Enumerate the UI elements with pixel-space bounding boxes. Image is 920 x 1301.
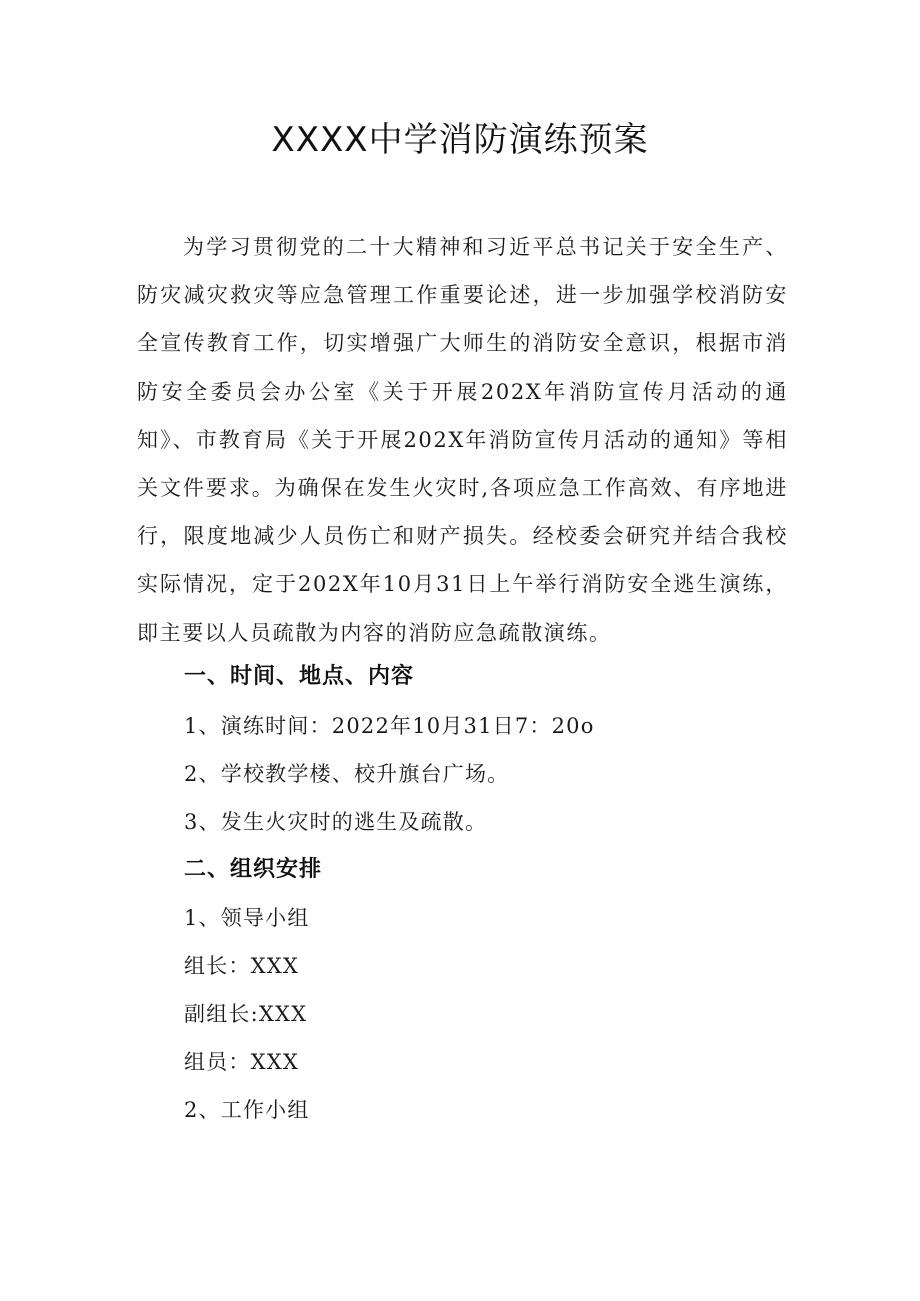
intro-paragraph: 为学习贯彻党的二十大精神和习近平总书记关于安全生产、防灾减灾救灾等应急管理工作重要论述，进一步加强学校消防安全宣传教育工作，切实增强广大师生的消防安全意识，根据市消防安全委员会办公室《关于开展202X年消防宣传月活动的通知》、市教育局《关于开展202X年消防宣传月活动的通知》等相关文件要求。为确保在发生火灾时,各项应急工作高效、有序地进行，限度地减少人员伤亡和财产损失。经校委会研究并结合我校实际情况，定于202X年10月31日上午举行消防安全逃生演练，即主要以人员疏散为内容的消防应急疏散演练。	[137, 235, 788, 645]
list-item-working-group: 2、工作小组	[184, 1098, 310, 1122]
list-item-drill-time: 1、演练时间：2022年10月31日7：20o	[184, 714, 595, 738]
document-title: XXXX中学消防演练预案	[271, 120, 649, 160]
list-item-drill-location: 2、学校教学楼、校升旗台广场。	[184, 762, 510, 786]
list-item-group-leader: 组长：XXX	[184, 954, 300, 978]
list-item-group-members: 组员：XXX	[184, 1050, 300, 1074]
list-item-deputy-leader: 副组长:XXX	[184, 1002, 308, 1026]
list-item-drill-content: 3、发生火灾时的逃生及疏散。	[184, 810, 488, 834]
section-heading-organization: 二、组织安排	[184, 857, 323, 882]
section-heading-time-place-content: 一、时间、地点、内容	[184, 664, 415, 689]
list-item-leadership-group: 1、领导小组	[184, 906, 310, 930]
